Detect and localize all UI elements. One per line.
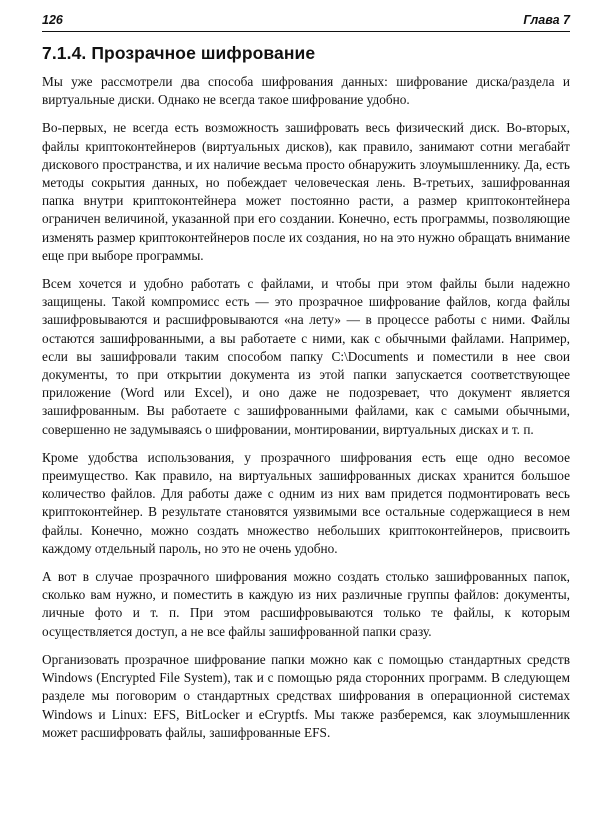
section-heading: 7.1.4. Прозрачное шифрование <box>42 43 316 63</box>
header-rule <box>42 31 570 32</box>
paragraph-6: Организовать прозрачное шифрование папки можно как с помощью стандартных средств Windows (Encrypted File System), так и с помощью ряда сторонних программ. В следующем разделе мы поговорим о стандартных средствах шифрования в операционной системах Windows и Linux: EFS, BitLocker и eCryptfs. Мы также разберемся, как злоумышленник может расшифровать файлы, зашифрованные EFS. <box>42 651 570 740</box>
page-content <box>42 42 570 742</box>
chapter-label: Глава 7 <box>523 13 570 27</box>
paragraph-2: Во-первых, не всегда есть возможность зашифровать весь физический диск. Во-вторых, файлы криптоконтейнеров (виртуальных дисков), как правило, занимают сотни мегабайт дискового пространства, и их наличие весьма просто обнаружить злоумышленнику. Да, есть методы сокрытия данных, но побеждает человеческая лень. В-третьих, зашифрованная папка внутри криптоконтейнера может постоянно расти, а размер криптоконтейнера ограничен величиной, указанной при его создании. Конечно, есть программы, позволяющие изменять размер криптоконтейнеров после их создания, но на это нужно обращать внимание еще при выборе программы. <box>42 120 570 263</box>
paragraph-3: Всем хочется и удобно работать с файлами, и чтобы при этом файлы были надежно защищены. Такой компромисс есть — это прозрачное шифрование файлов, когда файлы зашифровываются и расшифровываются «на лету» — в процессе работы с ними. Файлы остаются зашифрованными, а вы работаете с ними, как с обычными файлами. Например, если вы зашифровали таким способом папку C:\Documents и поместили в нее свои документы, то при открытии документа из этой папки запускается соответствующее приложение (Word или Excel), и оно даже не подозревает, что документ является зашифрованным. Вы работаете с зашифрованными файлами, как с самыми обычными, совершенно не задумываясь о шифровании, монтировании, виртуальных дисках и т. п. <box>42 276 570 437</box>
paragraph-1: Мы уже рассмотрели два способа шифрования данных: шифрование диска/раздела и виртуальные диски. Однако не всегда такое шифрование удобно. <box>42 74 570 108</box>
paragraph-5: А вот в случае прозрачного шифрования можно создать столько зашифрованных папок, сколько вам нужно, и поместить в каждую из них различные группы файлов: документы, личные фото и т. п. При этом расшифровываются только те файлы, к которым осуществляется доступ, а не все файлы зашифрованной папки сразу. <box>42 569 570 639</box>
paragraph-4: Кроме удобства использования, у прозрачного шифрования есть еще одно весомое преимущество. Как правило, на виртуальных зашифрованных дисках хранится большое количество файлов. Для работы даже с одним из них вам придется подмонтировать весь криптоконтейнер. В результате становятся уязвимыми все остальные содержащиеся в нем файлы. Конечно, можно создать множество небольших криптоконтейнеров, присвоить каждому отдельный пароль, но это не очень удобно. <box>42 449 570 556</box>
page-number: 126 <box>42 13 63 27</box>
running-head <box>42 10 570 30</box>
